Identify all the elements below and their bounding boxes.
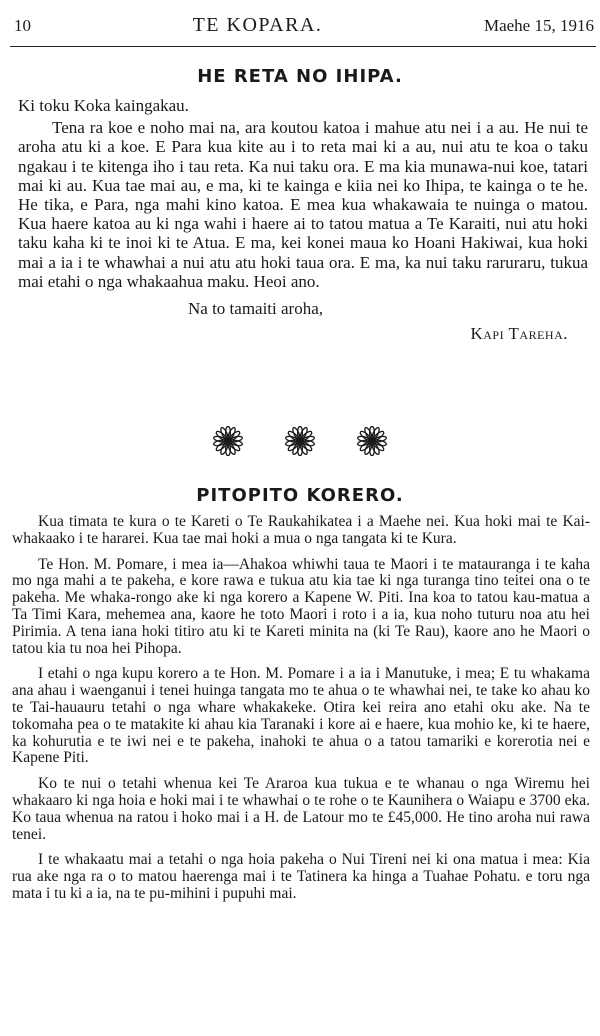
daisy-flower-icon (285, 426, 315, 460)
daisy-flower-icon (213, 426, 243, 460)
news-heading: PITOPITO KORERO. (196, 485, 404, 506)
letter-signoff: Na to tamaiti aroha, (188, 299, 324, 319)
section-divider (0, 426, 600, 460)
news-paragraph: I etahi o nga kupu korero a te Hon. M. Pomare i a ia i Manutuke, i mea; E tu whakama ana ahau i waenganui i tenei huinga tangata mo te ahua o te whawhai nei, te take ko ahau ko te Tai-hauauru tetahi o nga whare whakakeke. Otira kei reira ano etahi oku ake. Na te tokomaha pea o te matakite ki ahau kia Taranaki i kore ai e haere, kua mohio ke, ki te haere, ka kohurutia e te iwi nei e te pakeha, inahoki te ahua o a tatou tamariki e korerotia nei e Kapene Piti. (12, 665, 590, 767)
page-number: 10 (14, 16, 31, 35)
news-paragraph: Te Hon. M. Pomare, i mea ia—Ahakoa whiwhi taua te Maori i te matauranga i te kaha mo nga mahi a te pakeha, e kore rawa e tukua atu kia tae ki nga turanga tino teitei ona o te pakeha. Me whaka-rongo ake ki nga korero a Kapene W. Piti. Ina koa to tatou kau-matua a Ta Timi Kara, mehemea ana, kaore he toto Maori i roto i a ia, kua noho tuturu noa atu hei Pirimia. A tena iana hoki titiro atu ki te Kareti minita na (ki Te Rau), kaore ano he Maori o tatou kia tu noa hei Pihopa. (12, 555, 590, 657)
letter-body: Tena ra koe e noho mai na, ara koutou katoa i mahue atu nei i a au. He nui te aroha atu ki a koe. E Para kua kite au i to reta mai ki a au, nui atu te koa o taku ngakau i te kitenga iho i tau reta. Ka nui taku ora. E ma kia munawa-nui koe, tatari mai ki au. Kua tae mai au, e ma, ki te kainga e kiia nei ko Ihipa, te kainga o te he. He tika, e Para, nga mahi kino katoa. E mea kua whakawaia te nuinga o matou. Kua haere katoa au ki nga wahi i haere ai to tatou matua a Te Karaiti, nui atu hoki taku kaha ki te inoi ki te Atua. E ma, kei konei maua ko Hoani Hakiwai, kua hoki mai a ia i te whawhai a nui atu atu hoki taua ora. E ma, ka nui taku raruraru, tukua mai etahi o nga whakaahua maku. Heoi ano. (18, 118, 588, 291)
news-paragraph: I te whakaatu mai a tetahi o nga hoia pakeha o Nui Tireni nei ki ona matua i mea: Kia rua ake nga ra o to matou haerenga mai i te Tatinera ka hinga a Tuahae Pohatu. e toru nga mata i tu ki a ia, na te pu-mihini i pupuhi mai. (12, 851, 590, 902)
header-rule (10, 46, 596, 47)
letter-signature: Kapi Tareha. (470, 324, 568, 344)
running-header (14, 14, 594, 42)
issue-date: Maehe 15, 1916 (483, 16, 594, 35)
letter-salutation: Ki toku Koka kaingakau. (18, 96, 189, 115)
news-paragraph: Kua timata te kura o te Kareti o Te Raukahikatea i a Maehe nei. Kua hoki mai te Kai-whakaako i te hararei. Kua tae mai hoki a mua o nga tangata ki te Kura. (12, 513, 590, 547)
news-column (12, 514, 590, 912)
letter-heading: HE RETA NO IHIPA. (197, 66, 403, 87)
publication-title: TE KOPARA. (192, 14, 323, 36)
daisy-flower-icon (357, 426, 387, 460)
letter-article (18, 96, 588, 343)
news-paragraph: Ko te nui o tetahi whenua kei Te Araroa kua tukua e te whanau o nga Wiremu hei whakaaro ki nga hoia e hoki mai i te whawhai o te rohe o te Kaunihera o Waiapu e 3700 eka. Ko taua whenua na ratou i hoko mai i a H. de Latour mo te £45,000. He tino aroha nui rawa tenei. (12, 775, 590, 843)
